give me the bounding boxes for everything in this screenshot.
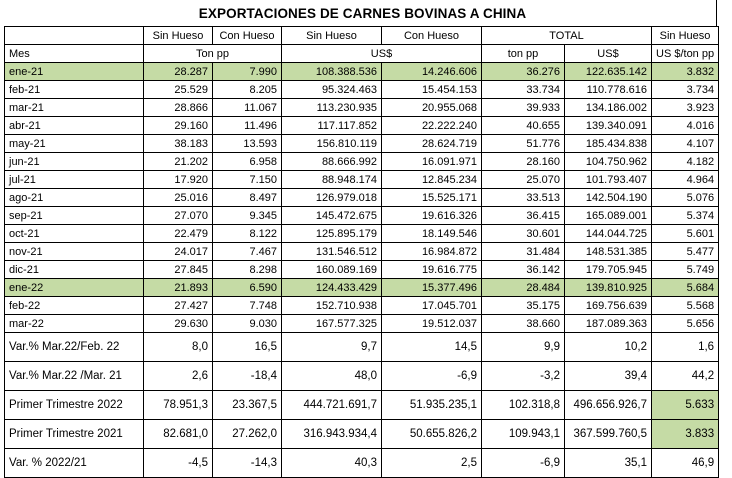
cell-sin-hueso-uss[interactable]: 126.979.018 [282,189,382,207]
cell-con-hueso-uss[interactable]: 16.091.971 [382,153,482,171]
cell-con-hueso-uss[interactable]: 22.222.240 [382,117,482,135]
cell-mes[interactable]: oct-21 [5,225,144,243]
cell-total-ton[interactable]: 28.160 [482,153,565,171]
header-ton-pp[interactable]: Ton pp [144,45,282,63]
cell-total-ton[interactable]: 28.484 [482,279,565,297]
summary-row [5,420,719,449]
cell-sin-hueso-ton[interactable]: 25.016 [144,189,213,207]
cell-con-hueso-ton[interactable]: 7.150 [213,171,282,189]
cell-con-hueso-uss[interactable]: 15.377.496 [382,279,482,297]
cell-mes[interactable]: feb-22 [5,297,144,315]
summary-con-hueso-uss[interactable]: 14,5 [382,333,482,362]
header-total-ton[interactable]: ton pp [482,45,565,63]
table-row [5,153,719,171]
cell-total-uss[interactable]: 101.793.407 [565,171,652,189]
grid-line [716,0,717,26]
cell-sin-hueso-uss[interactable]: 125.895.179 [282,225,382,243]
summary-total-ton[interactable]: 9,9 [482,333,565,362]
summary-con-hueso-ton[interactable]: -18,4 [213,362,282,391]
cell-total-ton[interactable]: 51.776 [482,135,565,153]
summary-sin-hueso-ton[interactable]: 2,6 [144,362,213,391]
cell-price[interactable]: 3.734 [652,81,719,99]
summary-sin-hueso-uss[interactable]: 444.721.691,7 [282,391,382,420]
cell-total-ton[interactable]: 33.513 [482,189,565,207]
summary-price[interactable]: 3.833 [652,420,719,449]
cell-con-hueso-ton[interactable]: 8.298 [213,261,282,279]
cell-mes[interactable]: nov-21 [5,243,144,261]
summary-price[interactable]: 1,6 [652,333,719,362]
summary-price[interactable]: 5.633 [652,391,719,420]
cell-price[interactable]: 5.684 [652,279,719,297]
cell-sin-hueso-ton[interactable]: 24.017 [144,243,213,261]
summary-total-uss[interactable]: 367.599.760,5 [565,420,652,449]
cell-sin-hueso-ton[interactable]: 25.529 [144,81,213,99]
cell-sin-hueso-uss[interactable]: 131.546.512 [282,243,382,261]
cell-con-hueso-ton[interactable]: 6.590 [213,279,282,297]
cell-sin-hueso-ton[interactable]: 28.866 [144,99,213,117]
cell-sin-hueso-uss[interactable]: 160.089.169 [282,261,382,279]
cell-total-uss[interactable]: 144.044.725 [565,225,652,243]
cell-total-uss[interactable]: 148.531.385 [565,243,652,261]
table-row [5,135,719,153]
header-mes[interactable]: Mes [5,45,144,63]
cell-con-hueso-uss[interactable]: 19.512.037 [382,315,482,333]
cell-sin-hueso-ton[interactable]: 29.160 [144,117,213,135]
cell-con-hueso-uss[interactable]: 17.045.701 [382,297,482,315]
cell-price[interactable]: 5.477 [652,243,719,261]
summary-total-ton[interactable]: 102.318,8 [482,391,565,420]
cell-total-ton[interactable]: 30.601 [482,225,565,243]
cell-total-uss[interactable]: 104.750.962 [565,153,652,171]
summary-row [5,391,719,420]
cell-mes[interactable]: ene-22 [5,279,144,297]
exports-table [4,26,719,478]
summary-label[interactable]: Var. % 2022/21 [5,449,144,478]
table-row [5,243,719,261]
cell-sin-hueso-ton[interactable]: 27.427 [144,297,213,315]
cell-con-hueso-ton[interactable]: 11.496 [213,117,282,135]
cell-con-hueso-ton[interactable]: 7.748 [213,297,282,315]
summary-label[interactable]: Primer Trimestre 2021 [5,420,144,449]
summary-sin-hueso-uss[interactable]: 316.943.934,4 [282,420,382,449]
cell-sin-hueso-uss[interactable]: 156.810.119 [282,135,382,153]
cell-total-uss[interactable]: 110.778.616 [565,81,652,99]
cell-total-ton[interactable]: 38.660 [482,315,565,333]
summary-sin-hueso-ton[interactable]: 8,0 [144,333,213,362]
table-row [5,117,719,135]
table-row [5,171,719,189]
summary-total-ton[interactable]: -3,2 [482,362,565,391]
cell-con-hueso-ton[interactable]: 9.345 [213,207,282,225]
cell-sin-hueso-ton[interactable]: 22.479 [144,225,213,243]
cell-mes[interactable]: may-21 [5,135,144,153]
cell-sin-hueso-uss[interactable]: 124.433.429 [282,279,382,297]
header-cell[interactable] [5,27,144,45]
cell-sin-hueso-uss[interactable]: 95.324.463 [282,81,382,99]
cell-con-hueso-uss[interactable]: 18.149.546 [382,225,482,243]
table-row [5,261,719,279]
cell-con-hueso-ton[interactable]: 6.958 [213,153,282,171]
cell-total-ton[interactable]: 36.415 [482,207,565,225]
cell-sin-hueso-ton[interactable]: 38.183 [144,135,213,153]
cell-mes[interactable]: ene-21 [5,63,144,81]
cell-sin-hueso-ton[interactable]: 17.920 [144,171,213,189]
summary-label[interactable]: Var.% Mar.22/Feb. 22 [5,333,144,362]
table-row [5,207,719,225]
cell-con-hueso-uss[interactable]: 19.616.775 [382,261,482,279]
cell-mes[interactable]: abr-21 [5,117,144,135]
cell-total-ton[interactable]: 31.484 [482,243,565,261]
cell-price[interactable]: 4.964 [652,171,719,189]
cell-total-ton[interactable]: 35.175 [482,297,565,315]
cell-total-ton[interactable]: 25.070 [482,171,565,189]
header-uss[interactable]: US$ [282,45,482,63]
cell-sin-hueso-ton[interactable]: 29.630 [144,315,213,333]
table-row [5,297,719,315]
cell-total-ton[interactable]: 39.933 [482,99,565,117]
cell-price[interactable]: 5.601 [652,225,719,243]
cell-con-hueso-uss[interactable]: 19.616.326 [382,207,482,225]
summary-label[interactable]: Var.% Mar.22 /Mar. 21 [5,362,144,391]
cell-mes[interactable]: jul-21 [5,171,144,189]
cell-con-hueso-ton[interactable]: 9.030 [213,315,282,333]
cell-sin-hueso-uss[interactable]: 113.230.935 [282,99,382,117]
cell-con-hueso-ton[interactable]: 7.467 [213,243,282,261]
cell-total-uss[interactable]: 134.186.002 [565,99,652,117]
cell-con-hueso-uss[interactable]: 16.984.872 [382,243,482,261]
cell-sin-hueso-uss[interactable]: 108.388.536 [282,63,382,81]
cell-sin-hueso-ton[interactable]: 27.070 [144,207,213,225]
summary-sin-hueso-uss[interactable]: 40,3 [282,449,382,478]
cell-con-hueso-uss[interactable]: 12.845.234 [382,171,482,189]
cell-total-ton[interactable]: 36.142 [482,261,565,279]
summary-con-hueso-uss[interactable]: 50.655.826,2 [382,420,482,449]
cell-sin-hueso-uss[interactable]: 88.666.992 [282,153,382,171]
summary-sin-hueso-uss[interactable]: 9,7 [282,333,382,362]
table-row [5,315,719,333]
table-row [5,225,719,243]
cell-price[interactable]: 4.182 [652,153,719,171]
cell-price[interactable]: 3.923 [652,99,719,117]
cell-total-ton[interactable]: 33.734 [482,81,565,99]
summary-total-uss[interactable]: 35,1 [565,449,652,478]
cell-con-hueso-uss[interactable]: 15.454.153 [382,81,482,99]
header-sin-hueso-uss[interactable]: Sin Hueso [282,27,382,45]
cell-con-hueso-ton[interactable]: 8.122 [213,225,282,243]
cell-price[interactable]: 4.016 [652,117,719,135]
header-con-hueso-ton[interactable]: Con Hueso [213,27,282,45]
cell-total-uss[interactable]: 179.705.945 [565,261,652,279]
cell-sin-hueso-uss[interactable]: 167.577.325 [282,315,382,333]
cell-mes[interactable]: jun-21 [5,153,144,171]
cell-con-hueso-ton[interactable]: 13.593 [213,135,282,153]
header-total[interactable]: TOTAL [482,27,652,45]
summary-sin-hueso-ton[interactable]: -4,5 [144,449,213,478]
cell-con-hueso-uss[interactable]: 14.246.606 [382,63,482,81]
header-total-uss[interactable]: US$ [565,45,652,63]
summary-total-uss[interactable]: 496.656.926,7 [565,391,652,420]
cell-price[interactable]: 5.749 [652,261,719,279]
cell-mes[interactable]: sep-21 [5,207,144,225]
table-row [5,63,719,81]
cell-total-uss[interactable]: 139.810.925 [565,279,652,297]
cell-mes[interactable]: feb-21 [5,81,144,99]
summary-sin-hueso-uss[interactable]: 48,0 [282,362,382,391]
cell-total-ton[interactable]: 36.276 [482,63,565,81]
cell-total-uss[interactable]: 165.089.001 [565,207,652,225]
cell-total-ton[interactable]: 40.655 [482,117,565,135]
cell-con-hueso-ton[interactable]: 8.205 [213,81,282,99]
cell-sin-hueso-ton[interactable]: 28.287 [144,63,213,81]
cell-mes[interactable]: mar-22 [5,315,144,333]
cell-sin-hueso-ton[interactable]: 21.893 [144,279,213,297]
summary-row [5,449,719,478]
table-row [5,99,719,117]
cell-total-uss[interactable]: 139.340.091 [565,117,652,135]
summary-con-hueso-ton[interactable]: 27.262,0 [213,420,282,449]
summary-sin-hueso-ton[interactable]: 78.951,3 [144,391,213,420]
header-row-1 [5,27,719,45]
summary-row [5,333,719,362]
header-price[interactable]: US $/ton pp [652,45,719,63]
summary-con-hueso-uss[interactable]: -6,9 [382,362,482,391]
summary-con-hueso-ton[interactable]: -14,3 [213,449,282,478]
header-sin-hueso-price[interactable]: Sin Hueso [652,27,719,45]
summary-con-hueso-ton[interactable]: 16,5 [213,333,282,362]
cell-sin-hueso-uss[interactable]: 117.117.852 [282,117,382,135]
cell-price[interactable]: 3.832 [652,63,719,81]
cell-con-hueso-ton[interactable]: 8.497 [213,189,282,207]
summary-con-hueso-ton[interactable]: 23.367,5 [213,391,282,420]
cell-total-uss[interactable]: 142.504.190 [565,189,652,207]
table-row [5,279,719,297]
summary-label[interactable]: Primer Trimestre 2022 [5,391,144,420]
cell-mes[interactable]: ago-21 [5,189,144,207]
cell-sin-hueso-uss[interactable]: 145.472.675 [282,207,382,225]
cell-mes[interactable]: dic-21 [5,261,144,279]
summary-sin-hueso-ton[interactable]: 82.681,0 [144,420,213,449]
cell-price[interactable]: 5.076 [652,189,719,207]
cell-con-hueso-uss[interactable]: 15.525.171 [382,189,482,207]
summary-price[interactable]: 46,9 [652,449,719,478]
cell-con-hueso-uss[interactable]: 28.624.719 [382,135,482,153]
summary-price[interactable]: 44,2 [652,362,719,391]
header-con-hueso-uss[interactable]: Con Hueso [382,27,482,45]
summary-total-ton[interactable]: -6,9 [482,449,565,478]
summary-total-ton[interactable]: 109.943,1 [482,420,565,449]
header-sin-hueso-ton[interactable]: Sin Hueso [144,27,213,45]
cell-con-hueso-uss[interactable]: 20.955.068 [382,99,482,117]
cell-price[interactable]: 5.568 [652,297,719,315]
cell-sin-hueso-ton[interactable]: 21.202 [144,153,213,171]
sheet-title: EXPORTACIONES DE CARNES BOVINAS A CHINA [198,6,527,21]
cell-total-uss[interactable]: 185.434.838 [565,135,652,153]
table-row [5,81,719,99]
table-row [5,189,719,207]
cell-mes[interactable]: mar-21 [5,99,144,117]
cell-price[interactable]: 4.107 [652,135,719,153]
cell-price[interactable]: 5.656 [652,315,719,333]
cell-total-uss[interactable]: 187.089.363 [565,315,652,333]
summary-row [5,362,719,391]
cell-total-uss[interactable]: 169.756.639 [565,297,652,315]
summary-total-uss[interactable]: 10,2 [565,333,652,362]
header-row-2 [5,45,719,63]
cell-sin-hueso-uss[interactable]: 152.710.938 [282,297,382,315]
summary-total-uss[interactable]: 39,4 [565,362,652,391]
cell-con-hueso-ton[interactable]: 7.990 [213,63,282,81]
cell-sin-hueso-uss[interactable]: 88.948.174 [282,171,382,189]
summary-con-hueso-uss[interactable]: 51.935.235,1 [382,391,482,420]
cell-total-uss[interactable]: 122.635.142 [565,63,652,81]
cell-con-hueso-ton[interactable]: 11.067 [213,99,282,117]
cell-price[interactable]: 5.374 [652,207,719,225]
cell-sin-hueso-ton[interactable]: 27.845 [144,261,213,279]
summary-con-hueso-uss[interactable]: 2,5 [382,449,482,478]
